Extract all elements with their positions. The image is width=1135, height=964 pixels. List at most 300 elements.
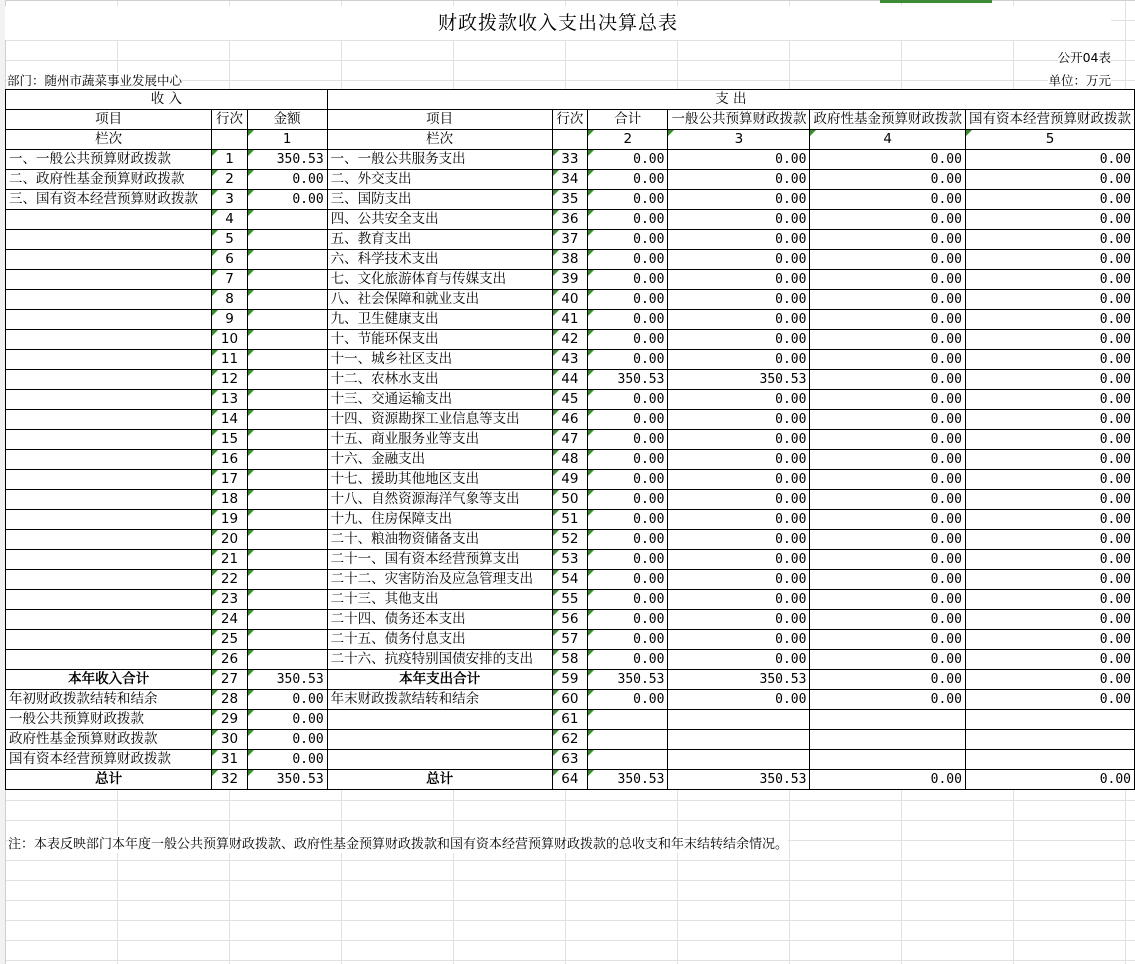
- expense-state-cell[interactable]: 0.00: [965, 650, 1134, 670]
- expense-general-cell[interactable]: 0.00: [668, 470, 810, 490]
- expense-item-cell[interactable]: 十、节能环保支出: [327, 330, 552, 350]
- income-amount-cell[interactable]: [247, 230, 327, 250]
- expense-item-cell[interactable]: 一、一般公共服务支出: [327, 150, 552, 170]
- expense-rownum-cell[interactable]: 36: [552, 210, 587, 230]
- income-amount-cell[interactable]: [247, 510, 327, 530]
- expense-rownum-cell[interactable]: 59: [552, 670, 587, 690]
- expense-fund-cell[interactable]: 0.00: [810, 570, 966, 590]
- expense-rownum-cell[interactable]: 39: [552, 270, 587, 290]
- expense-fund-cell[interactable]: 0.00: [810, 450, 966, 470]
- expense-fund-cell[interactable]: 0.00: [810, 250, 966, 270]
- expense-fund-cell[interactable]: 0.00: [810, 170, 966, 190]
- expense-state-cell[interactable]: 0.00: [965, 430, 1134, 450]
- expense-rownum-cell[interactable]: 61: [552, 710, 587, 730]
- expense-general-cell[interactable]: 0.00: [668, 390, 810, 410]
- expense-rownum-cell[interactable]: 44: [552, 370, 587, 390]
- expense-header[interactable]: 支 出: [327, 90, 1134, 110]
- income-item-cell[interactable]: [6, 330, 212, 350]
- expense-total-cell[interactable]: 350.53: [588, 370, 668, 390]
- expense-fund-cell[interactable]: 0.00: [810, 550, 966, 570]
- expense-state-cell[interactable]: 0.00: [965, 530, 1134, 550]
- expense-fund-cell[interactable]: 0.00: [810, 370, 966, 390]
- expense-rownum-cell[interactable]: 38: [552, 250, 587, 270]
- income-item-cell[interactable]: 一、一般公共预算财政拨款: [6, 150, 212, 170]
- expense-item-cell[interactable]: 总计: [327, 770, 552, 790]
- income-amount-cell[interactable]: [247, 430, 327, 450]
- expense-general-cell[interactable]: 0.00: [668, 690, 810, 710]
- expense-lanci-blank[interactable]: [552, 130, 587, 150]
- income-amount-cell[interactable]: 0.00: [247, 690, 327, 710]
- income-rownum-cell[interactable]: 18: [212, 490, 247, 510]
- expense-fund-cell[interactable]: 0.00: [810, 690, 966, 710]
- expense-state-cell[interactable]: 0.00: [965, 470, 1134, 490]
- income-item-cell[interactable]: [6, 390, 212, 410]
- expense-state-cell[interactable]: [965, 710, 1134, 730]
- expense-item-cell[interactable]: 十七、援助其他地区支出: [327, 470, 552, 490]
- expense-total-cell[interactable]: 0.00: [588, 490, 668, 510]
- expense-rownum-cell[interactable]: 33: [552, 150, 587, 170]
- expense-rownum-cell[interactable]: 56: [552, 610, 587, 630]
- income-amount-cell[interactable]: 0.00: [247, 170, 327, 190]
- expense-item-cell[interactable]: 二十四、债务还本支出: [327, 610, 552, 630]
- expense-item-cell[interactable]: 二十一、国有资本经营预算支出: [327, 550, 552, 570]
- expense-general-cell[interactable]: 350.53: [668, 670, 810, 690]
- expense-total-header[interactable]: 合计: [588, 110, 668, 130]
- income-item-cell[interactable]: [6, 270, 212, 290]
- expense-total-cell[interactable]: [588, 750, 668, 770]
- expense-general-cell[interactable]: 0.00: [668, 610, 810, 630]
- income-rownum-cell[interactable]: 17: [212, 470, 247, 490]
- income-item-cell[interactable]: [6, 590, 212, 610]
- expense-item-cell[interactable]: 九、卫生健康支出: [327, 310, 552, 330]
- income-item-cell[interactable]: 本年收入合计: [6, 670, 212, 690]
- expense-state-cell[interactable]: 0.00: [965, 770, 1134, 790]
- income-item-cell[interactable]: 年初财政拨款结转和结余: [6, 690, 212, 710]
- expense-rownum-cell[interactable]: 37: [552, 230, 587, 250]
- expense-general-cell[interactable]: 0.00: [668, 250, 810, 270]
- expense-total-cell[interactable]: 0.00: [588, 690, 668, 710]
- expense-general-cell[interactable]: 0.00: [668, 150, 810, 170]
- expense-fund-cell[interactable]: 0.00: [810, 650, 966, 670]
- expense-state-cell[interactable]: 0.00: [965, 210, 1134, 230]
- expense-fund-cell[interactable]: 0.00: [810, 150, 966, 170]
- expense-total-cell[interactable]: 0.00: [588, 230, 668, 250]
- expense-item-cell[interactable]: 十六、金融支出: [327, 450, 552, 470]
- expense-total-cell[interactable]: 0.00: [588, 450, 668, 470]
- income-item-cell[interactable]: 一般公共预算财政拨款: [6, 710, 212, 730]
- income-rownum-cell[interactable]: 8: [212, 290, 247, 310]
- expense-total-cell[interactable]: 0.00: [588, 570, 668, 590]
- expense-general-cell[interactable]: 0.00: [668, 630, 810, 650]
- expense-total-cell[interactable]: 0.00: [588, 350, 668, 370]
- expense-item-cell[interactable]: 二十、粮油物资储备支出: [327, 530, 552, 550]
- income-header[interactable]: 收 入: [6, 90, 328, 110]
- expense-rownum-cell[interactable]: 52: [552, 530, 587, 550]
- expense-fund-cell[interactable]: 0.00: [810, 430, 966, 450]
- income-amount-cell[interactable]: 350.53: [247, 670, 327, 690]
- expense-rownum-cell[interactable]: 45: [552, 390, 587, 410]
- income-rownum-cell[interactable]: 7: [212, 270, 247, 290]
- income-amount-cell[interactable]: [247, 390, 327, 410]
- expense-item-cell[interactable]: 二十二、灾害防治及应急管理支出: [327, 570, 552, 590]
- income-item-cell[interactable]: 二、政府性基金预算财政拨款: [6, 170, 212, 190]
- income-rownum-cell[interactable]: 12: [212, 370, 247, 390]
- expense-general-header[interactable]: 一般公共预算财政拨款: [668, 110, 810, 130]
- income-rownum-cell[interactable]: 27: [212, 670, 247, 690]
- income-item-cell[interactable]: [6, 650, 212, 670]
- expense-total-cell[interactable]: 0.00: [588, 410, 668, 430]
- expense-total-cell[interactable]: 0.00: [588, 290, 668, 310]
- income-item-cell[interactable]: [6, 310, 212, 330]
- expense-rownum-cell[interactable]: 54: [552, 570, 587, 590]
- expense-general-cell[interactable]: 0.00: [668, 290, 810, 310]
- income-rownum-cell[interactable]: 29: [212, 710, 247, 730]
- expense-item-cell[interactable]: 六、科学技术支出: [327, 250, 552, 270]
- expense-rownum-cell[interactable]: 58: [552, 650, 587, 670]
- income-amount-cell[interactable]: 350.53: [247, 770, 327, 790]
- expense-rownum-cell[interactable]: 55: [552, 590, 587, 610]
- expense-rownum-cell[interactable]: 40: [552, 290, 587, 310]
- income-amount-cell[interactable]: [247, 410, 327, 430]
- expense-rownum-cell[interactable]: 49: [552, 470, 587, 490]
- expense-item-cell[interactable]: 八、社会保障和就业支出: [327, 290, 552, 310]
- expense-state-cell[interactable]: 0.00: [965, 350, 1134, 370]
- income-rownum-header[interactable]: 行次: [212, 110, 247, 130]
- expense-item-cell[interactable]: 七、文化旅游体育与传媒支出: [327, 270, 552, 290]
- income-amount-cell[interactable]: [247, 630, 327, 650]
- expense-general-cell[interactable]: 0.00: [668, 550, 810, 570]
- income-amount-cell[interactable]: [247, 350, 327, 370]
- expense-general-cell[interactable]: [668, 730, 810, 750]
- expense-state-cell[interactable]: 0.00: [965, 250, 1134, 270]
- expense-state-cell[interactable]: 0.00: [965, 170, 1134, 190]
- income-rownum-cell[interactable]: 28: [212, 690, 247, 710]
- expense-item-cell[interactable]: 十一、城乡社区支出: [327, 350, 552, 370]
- income-rownum-cell[interactable]: 25: [212, 630, 247, 650]
- expense-item-cell[interactable]: 十九、住房保障支出: [327, 510, 552, 530]
- expense-fund-cell[interactable]: 0.00: [810, 330, 966, 350]
- expense-rownum-cell[interactable]: 63: [552, 750, 587, 770]
- expense-rownum-cell[interactable]: 43: [552, 350, 587, 370]
- expense-general-cell[interactable]: 0.00: [668, 410, 810, 430]
- expense-fund-cell[interactable]: 0.00: [810, 630, 966, 650]
- expense-rownum-cell[interactable]: 46: [552, 410, 587, 430]
- expense-total-cell[interactable]: 0.00: [588, 390, 668, 410]
- expense-total-cell[interactable]: [588, 710, 668, 730]
- expense-rownum-cell[interactable]: 42: [552, 330, 587, 350]
- expense-total-cell[interactable]: 350.53: [588, 770, 668, 790]
- expense-item-cell[interactable]: 十四、资源勘探工业信息等支出: [327, 410, 552, 430]
- expense-item-cell[interactable]: 三、国防支出: [327, 190, 552, 210]
- expense-item-cell[interactable]: 二十三、其他支出: [327, 590, 552, 610]
- expense-rownum-cell[interactable]: 57: [552, 630, 587, 650]
- income-amount-cell[interactable]: [247, 590, 327, 610]
- expense-state-cell[interactable]: [965, 730, 1134, 750]
- income-rownum-cell[interactable]: 15: [212, 430, 247, 450]
- expense-state-cell[interactable]: 0.00: [965, 570, 1134, 590]
- col-number-1[interactable]: 1: [247, 130, 327, 150]
- expense-general-cell[interactable]: 350.53: [668, 370, 810, 390]
- expense-total-cell[interactable]: 0.00: [588, 170, 668, 190]
- expense-general-cell[interactable]: 0.00: [668, 530, 810, 550]
- income-amount-cell[interactable]: [247, 370, 327, 390]
- income-amount-cell[interactable]: [247, 310, 327, 330]
- expense-item-cell[interactable]: 二、外交支出: [327, 170, 552, 190]
- expense-general-cell[interactable]: 0.00: [668, 330, 810, 350]
- expense-fund-cell[interactable]: 0.00: [810, 230, 966, 250]
- income-amount-cell[interactable]: 0.00: [247, 730, 327, 750]
- expense-general-cell[interactable]: 0.00: [668, 650, 810, 670]
- income-rownum-cell[interactable]: 16: [212, 450, 247, 470]
- expense-fund-cell[interactable]: 0.00: [810, 770, 966, 790]
- income-lanci-blank[interactable]: [212, 130, 247, 150]
- expense-fund-cell[interactable]: 0.00: [810, 490, 966, 510]
- expense-item-cell[interactable]: 四、公共安全支出: [327, 210, 552, 230]
- expense-rownum-header[interactable]: 行次: [552, 110, 587, 130]
- expense-general-cell[interactable]: 0.00: [668, 210, 810, 230]
- expense-item-cell[interactable]: [327, 750, 552, 770]
- expense-fund-cell[interactable]: 0.00: [810, 590, 966, 610]
- expense-state-cell[interactable]: 0.00: [965, 490, 1134, 510]
- expense-total-cell[interactable]: 0.00: [588, 330, 668, 350]
- expense-item-cell[interactable]: 二十六、抗疫特别国债安排的支出: [327, 650, 552, 670]
- income-amount-cell[interactable]: [247, 570, 327, 590]
- income-item-cell[interactable]: [6, 490, 212, 510]
- expense-fund-cell[interactable]: [810, 710, 966, 730]
- income-rownum-cell[interactable]: 22: [212, 570, 247, 590]
- income-amount-header[interactable]: 金额: [247, 110, 327, 130]
- col-number-4[interactable]: 4: [810, 130, 966, 150]
- income-lanci-label[interactable]: 栏次: [6, 130, 212, 150]
- expense-state-cell[interactable]: 0.00: [965, 690, 1134, 710]
- expense-state-cell[interactable]: 0.00: [965, 630, 1134, 650]
- expense-rownum-cell[interactable]: 62: [552, 730, 587, 750]
- income-item-cell[interactable]: [6, 430, 212, 450]
- expense-general-cell[interactable]: 0.00: [668, 590, 810, 610]
- expense-fund-cell[interactable]: 0.00: [810, 190, 966, 210]
- expense-total-cell[interactable]: 0.00: [588, 150, 668, 170]
- income-amount-cell[interactable]: [247, 550, 327, 570]
- income-item-cell[interactable]: [6, 630, 212, 650]
- income-rownum-cell[interactable]: 9: [212, 310, 247, 330]
- expense-fund-cell[interactable]: 0.00: [810, 290, 966, 310]
- expense-total-cell[interactable]: 0.00: [588, 470, 668, 490]
- income-item-cell[interactable]: 政府性基金预算财政拨款: [6, 730, 212, 750]
- income-item-cell[interactable]: [6, 210, 212, 230]
- expense-general-cell[interactable]: 0.00: [668, 190, 810, 210]
- income-rownum-cell[interactable]: 10: [212, 330, 247, 350]
- income-amount-cell[interactable]: [247, 470, 327, 490]
- expense-total-cell[interactable]: 0.00: [588, 630, 668, 650]
- expense-fund-cell[interactable]: [810, 730, 966, 750]
- income-rownum-cell[interactable]: 20: [212, 530, 247, 550]
- expense-rownum-cell[interactable]: 47: [552, 430, 587, 450]
- income-amount-cell[interactable]: 350.53: [247, 150, 327, 170]
- income-item-cell[interactable]: [6, 370, 212, 390]
- income-rownum-cell[interactable]: 31: [212, 750, 247, 770]
- expense-general-cell[interactable]: 0.00: [668, 450, 810, 470]
- expense-rownum-cell[interactable]: 34: [552, 170, 587, 190]
- expense-total-cell[interactable]: 0.00: [588, 430, 668, 450]
- expense-fund-cell[interactable]: 0.00: [810, 310, 966, 330]
- expense-general-cell[interactable]: 0.00: [668, 350, 810, 370]
- income-item-cell[interactable]: [6, 250, 212, 270]
- expense-total-cell[interactable]: [588, 730, 668, 750]
- income-rownum-cell[interactable]: 11: [212, 350, 247, 370]
- income-amount-cell[interactable]: [247, 330, 327, 350]
- expense-rownum-cell[interactable]: 35: [552, 190, 587, 210]
- expense-state-cell[interactable]: 0.00: [965, 330, 1134, 350]
- expense-state-cell[interactable]: 0.00: [965, 610, 1134, 630]
- income-rownum-cell[interactable]: 24: [212, 610, 247, 630]
- expense-total-cell[interactable]: 0.00: [588, 510, 668, 530]
- income-rownum-cell[interactable]: 2: [212, 170, 247, 190]
- income-item-cell[interactable]: [6, 530, 212, 550]
- expense-state-cell[interactable]: 0.00: [965, 450, 1134, 470]
- income-item-cell[interactable]: [6, 550, 212, 570]
- expense-rownum-cell[interactable]: 48: [552, 450, 587, 470]
- income-amount-cell[interactable]: [247, 450, 327, 470]
- expense-fund-cell[interactable]: 0.00: [810, 610, 966, 630]
- expense-state-cell[interactable]: 0.00: [965, 270, 1134, 290]
- income-amount-cell[interactable]: [247, 490, 327, 510]
- income-rownum-cell[interactable]: 13: [212, 390, 247, 410]
- expense-total-cell[interactable]: 0.00: [588, 190, 668, 210]
- expense-fund-header[interactable]: 政府性基金预算财政拨款: [810, 110, 966, 130]
- income-rownum-cell[interactable]: 19: [212, 510, 247, 530]
- income-rownum-cell[interactable]: 5: [212, 230, 247, 250]
- expense-rownum-cell[interactable]: 53: [552, 550, 587, 570]
- expense-fund-cell[interactable]: 0.00: [810, 410, 966, 430]
- expense-total-cell[interactable]: 0.00: [588, 550, 668, 570]
- expense-total-cell[interactable]: 0.00: [588, 250, 668, 270]
- expense-total-cell[interactable]: 0.00: [588, 650, 668, 670]
- expense-fund-cell[interactable]: 0.00: [810, 530, 966, 550]
- expense-rownum-cell[interactable]: 64: [552, 770, 587, 790]
- expense-total-cell[interactable]: 0.00: [588, 210, 668, 230]
- expense-fund-cell[interactable]: 0.00: [810, 670, 966, 690]
- income-amount-cell[interactable]: [247, 530, 327, 550]
- expense-total-cell[interactable]: 0.00: [588, 610, 668, 630]
- income-rownum-cell[interactable]: 6: [212, 250, 247, 270]
- expense-general-cell[interactable]: 0.00: [668, 570, 810, 590]
- expense-item-cell[interactable]: 十二、农林水支出: [327, 370, 552, 390]
- expense-fund-cell[interactable]: 0.00: [810, 390, 966, 410]
- expense-total-cell[interactable]: 350.53: [588, 670, 668, 690]
- income-rownum-cell[interactable]: 32: [212, 770, 247, 790]
- expense-general-cell[interactable]: 0.00: [668, 430, 810, 450]
- income-item-cell[interactable]: [6, 230, 212, 250]
- income-item-cell[interactable]: [6, 450, 212, 470]
- income-item-cell[interactable]: 国有资本经营预算财政拨款: [6, 750, 212, 770]
- col-number-3[interactable]: 3: [668, 130, 810, 150]
- expense-general-cell[interactable]: 0.00: [668, 170, 810, 190]
- col-number-5[interactable]: 5: [965, 130, 1134, 150]
- expense-item-header[interactable]: 项目: [327, 110, 552, 130]
- expense-fund-cell[interactable]: [810, 750, 966, 770]
- expense-state-cell[interactable]: 0.00: [965, 230, 1134, 250]
- income-rownum-cell[interactable]: 21: [212, 550, 247, 570]
- income-rownum-cell[interactable]: 1: [212, 150, 247, 170]
- expense-general-cell[interactable]: 0.00: [668, 310, 810, 330]
- expense-item-cell[interactable]: [327, 710, 552, 730]
- income-amount-cell[interactable]: 0.00: [247, 710, 327, 730]
- income-item-cell[interactable]: [6, 610, 212, 630]
- expense-general-cell[interactable]: [668, 750, 810, 770]
- income-amount-cell[interactable]: 0.00: [247, 190, 327, 210]
- expense-rownum-cell[interactable]: 60: [552, 690, 587, 710]
- income-amount-cell[interactable]: [247, 250, 327, 270]
- expense-state-cell[interactable]: 0.00: [965, 370, 1134, 390]
- income-amount-cell[interactable]: 0.00: [247, 750, 327, 770]
- expense-rownum-cell[interactable]: 50: [552, 490, 587, 510]
- expense-general-cell[interactable]: 350.53: [668, 770, 810, 790]
- expense-state-cell[interactable]: 0.00: [965, 310, 1134, 330]
- income-rownum-cell[interactable]: 26: [212, 650, 247, 670]
- expense-fund-cell[interactable]: 0.00: [810, 350, 966, 370]
- expense-state-header[interactable]: 国有资本经营预算财政拨款: [965, 110, 1134, 130]
- expense-general-cell[interactable]: 0.00: [668, 490, 810, 510]
- col-number-2[interactable]: 2: [588, 130, 668, 150]
- income-item-cell[interactable]: [6, 570, 212, 590]
- expense-fund-cell[interactable]: 0.00: [810, 210, 966, 230]
- income-amount-cell[interactable]: [247, 290, 327, 310]
- expense-item-cell[interactable]: 十五、商业服务业等支出: [327, 430, 552, 450]
- income-amount-cell[interactable]: [247, 610, 327, 630]
- expense-total-cell[interactable]: 0.00: [588, 270, 668, 290]
- income-rownum-cell[interactable]: 30: [212, 730, 247, 750]
- expense-item-cell[interactable]: 十三、交通运输支出: [327, 390, 552, 410]
- expense-state-cell[interactable]: 0.00: [965, 590, 1134, 610]
- expense-state-cell[interactable]: 0.00: [965, 510, 1134, 530]
- expense-general-cell[interactable]: 0.00: [668, 230, 810, 250]
- income-amount-cell[interactable]: [247, 650, 327, 670]
- expense-state-cell[interactable]: 0.00: [965, 190, 1134, 210]
- expense-lanci-label[interactable]: 栏次: [327, 130, 552, 150]
- expense-fund-cell[interactable]: 0.00: [810, 270, 966, 290]
- expense-item-cell[interactable]: 十八、自然资源海洋气象等支出: [327, 490, 552, 510]
- expense-state-cell[interactable]: 0.00: [965, 410, 1134, 430]
- expense-rownum-cell[interactable]: 51: [552, 510, 587, 530]
- income-item-cell[interactable]: 三、国有资本经营预算财政拨款: [6, 190, 212, 210]
- expense-item-cell[interactable]: 年末财政拨款结转和结余: [327, 690, 552, 710]
- income-item-header[interactable]: 项目: [6, 110, 212, 130]
- expense-state-cell[interactable]: 0.00: [965, 390, 1134, 410]
- expense-state-cell[interactable]: 0.00: [965, 290, 1134, 310]
- expense-item-cell[interactable]: 本年支出合计: [327, 670, 552, 690]
- expense-item-cell[interactable]: [327, 730, 552, 750]
- expense-fund-cell[interactable]: 0.00: [810, 510, 966, 530]
- income-item-cell[interactable]: [6, 290, 212, 310]
- income-item-cell[interactable]: [6, 510, 212, 530]
- income-rownum-cell[interactable]: 23: [212, 590, 247, 610]
- expense-total-cell[interactable]: 0.00: [588, 310, 668, 330]
- expense-item-cell[interactable]: 二十五、债务付息支出: [327, 630, 552, 650]
- expense-general-cell[interactable]: 0.00: [668, 270, 810, 290]
- expense-general-cell[interactable]: 0.00: [668, 510, 810, 530]
- expense-total-cell[interactable]: 0.00: [588, 530, 668, 550]
- expense-general-cell[interactable]: [668, 710, 810, 730]
- income-item-cell[interactable]: [6, 470, 212, 490]
- income-item-cell[interactable]: [6, 350, 212, 370]
- income-item-cell[interactable]: [6, 410, 212, 430]
- income-amount-cell[interactable]: [247, 270, 327, 290]
- expense-state-cell[interactable]: 0.00: [965, 150, 1134, 170]
- expense-fund-cell[interactable]: 0.00: [810, 470, 966, 490]
- income-rownum-cell[interactable]: 3: [212, 190, 247, 210]
- expense-state-cell[interactable]: 0.00: [965, 670, 1134, 690]
- expense-item-cell[interactable]: 五、教育支出: [327, 230, 552, 250]
